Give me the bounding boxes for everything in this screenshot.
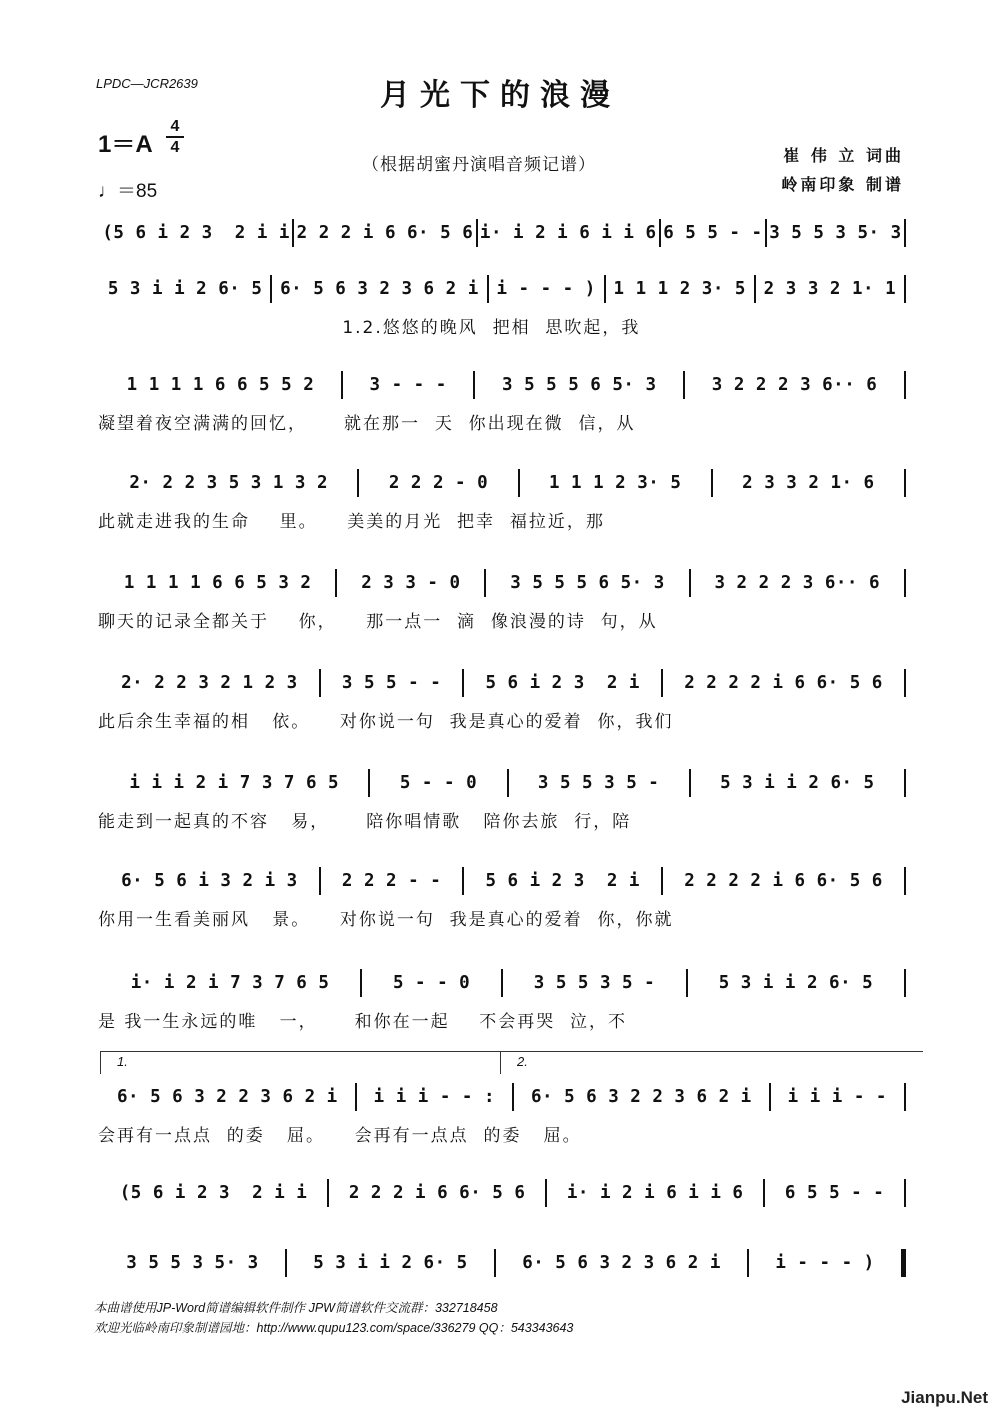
bar-line xyxy=(904,969,906,997)
measure: 6· 5 6 3 2 3 6 2 i xyxy=(522,1253,721,1273)
bar-line xyxy=(368,769,370,797)
measure: i - - - ) xyxy=(496,279,596,299)
staff-system-6 xyxy=(98,668,906,698)
bar-line xyxy=(357,469,359,497)
measure: 1 1 1 1 6 6 5 5 2 xyxy=(126,375,315,395)
measure: 2 2 2 - - xyxy=(341,871,442,891)
measure: 2 2 2 2 i 6 6· 5 6 xyxy=(684,871,883,891)
measure: 3 - - - xyxy=(369,375,447,395)
bar-line xyxy=(711,469,713,497)
measure: 1 1 1 2 3· 5 xyxy=(613,279,746,299)
measure: 5 3 i i 2 6· 5 xyxy=(718,973,874,993)
bar-line xyxy=(518,469,520,497)
measure: 5 3 i i 2 6· 5 xyxy=(313,1253,468,1273)
measure: i· i 2 i 7 3 7 6 5 xyxy=(130,973,330,993)
bar-line xyxy=(473,371,475,399)
bar-line xyxy=(661,867,663,895)
measure: 1 1 1 1 6 6 5 3 2 xyxy=(123,573,312,593)
lyric-line-4: 此就走进我的生命 里。 美美的月光 把幸 福拉近，那 xyxy=(98,512,605,532)
bar-line xyxy=(360,969,362,997)
staff-system-10 xyxy=(98,1082,906,1112)
footer-line-2: 欢迎光临岭南印象制谱园地：http://www.qupu123.com/space/336279 QQ：543343643 xyxy=(94,1321,574,1335)
measure: 6 5 5 - - xyxy=(663,223,763,243)
bar-line xyxy=(462,669,464,697)
watermark: Jianpu.Net xyxy=(901,1388,988,1407)
measure: 3 5 5 3 5 - xyxy=(537,773,660,793)
bar-line xyxy=(901,1249,906,1277)
staff-system-9 xyxy=(98,968,906,998)
meter-bottom: 4 xyxy=(170,139,180,156)
measure: 6· 5 6 i 3 2 i 3 xyxy=(121,871,298,891)
measure: 3 5 5 5 6 5· 3 xyxy=(510,573,665,593)
bar-line xyxy=(507,769,509,797)
bar-line xyxy=(689,769,691,797)
measure: 3 5 5 5 6 5· 3 xyxy=(502,375,657,395)
measure: 3 2 2 2 3 6·· 6 xyxy=(714,573,881,593)
key-signature: 1＝A xyxy=(98,131,153,158)
measure: 2 3 3 2 1· 1 xyxy=(763,279,897,299)
measure: 5 6 i 2 3 2 i xyxy=(485,871,640,891)
lyric-line-7: 能走到一起真的不容 易， 陪你唱情歌 陪你去旅 行，陪 xyxy=(98,812,632,832)
measure: i i i - - : xyxy=(373,1087,496,1107)
bar-line xyxy=(604,275,606,303)
bar-line xyxy=(904,275,906,303)
bar-line xyxy=(335,569,337,597)
bar-line xyxy=(904,371,906,399)
bar-line xyxy=(904,469,906,497)
bar-line xyxy=(462,867,464,895)
measure: i i i 2 i 7 3 7 6 5 xyxy=(129,773,340,793)
bar-line xyxy=(769,1083,771,1111)
staff-system-12 xyxy=(98,1248,906,1278)
bar-line xyxy=(494,1249,496,1277)
lyric-line-6: 此后余生幸福的相 依。 对你说一句 我是真心的爱着 你，我们 xyxy=(98,712,674,732)
bar-line xyxy=(285,1249,287,1277)
bar-line xyxy=(763,1179,765,1207)
measure: 6· 5 6 3 2 3 6 2 i xyxy=(280,279,479,299)
bar-line xyxy=(512,1083,514,1111)
bar-line xyxy=(661,669,663,697)
measure: 5 3 i i 2 6· 5 xyxy=(720,773,875,793)
measure: 3 5 5 - - xyxy=(341,673,442,693)
measure: 2 3 3 2 1· 6 xyxy=(742,473,875,493)
bar-line xyxy=(904,769,906,797)
bar-line xyxy=(689,569,691,597)
volta-first: 1. xyxy=(100,1051,511,1074)
bar-line xyxy=(319,867,321,895)
bar-line xyxy=(292,219,294,247)
meter-top: 4 xyxy=(170,118,180,135)
staff-system-5 xyxy=(98,568,906,598)
subtitle: （根据胡蜜丹演唱音频记谱） xyxy=(362,155,596,175)
measure: 2 2 2 - 0 xyxy=(388,473,489,493)
bar-line xyxy=(501,969,503,997)
lyric-line-3: 凝望着夜空满满的回忆， 就在那一 天 你出现在微 信，从 xyxy=(98,414,636,434)
measure: 5 - - 0 xyxy=(392,973,471,993)
credit-notation: 岭南印象 制谱 xyxy=(781,175,904,194)
measure: 6· 5 6 3 2 2 3 6 2 i xyxy=(530,1087,752,1107)
bar-line xyxy=(904,1179,906,1207)
bar-line xyxy=(904,669,906,697)
bar-line xyxy=(686,969,688,997)
staff-system-8 xyxy=(98,866,906,896)
measure: 2 3 3 - 0 xyxy=(361,573,461,593)
measure: 3 5 5 3 5· 3 xyxy=(769,223,902,243)
volta-second: 2. xyxy=(500,1051,923,1074)
staff-system-11 xyxy=(98,1178,906,1208)
measure: (5 6 i 2 3 2 i i xyxy=(102,223,290,243)
measure: 2 2 2 i 6 6· 5 6 xyxy=(348,1183,526,1203)
bar-line xyxy=(904,867,906,895)
measure: 5 3 i i 2 6· 5 xyxy=(107,279,263,299)
lyric-line-8: 你用一生看美丽风 景。 对你说一句 我是真心的爱着 你，你就 xyxy=(98,910,674,930)
measure: 2 2 2 i 6 6· 5 6 xyxy=(296,223,474,243)
measure: 5 - - 0 xyxy=(399,773,478,793)
bar-line xyxy=(476,219,478,247)
bar-line xyxy=(341,371,343,399)
measure: 1 1 1 2 3· 5 xyxy=(548,473,682,493)
bar-line xyxy=(765,219,767,247)
song-title: 月光下的浪漫 xyxy=(380,78,620,113)
measure: 6· 5 6 3 2 2 3 6 2 i xyxy=(116,1087,338,1107)
measure: 3 5 5 3 5· 3 xyxy=(126,1253,259,1273)
time-signature xyxy=(166,118,184,156)
bar-line xyxy=(355,1083,357,1111)
bar-line xyxy=(747,1249,749,1277)
credit-composer: 崔 伟 立 词曲 xyxy=(783,146,904,165)
measure: i i i - - xyxy=(787,1087,887,1107)
tempo-mark: ♩＝85 xyxy=(98,181,158,202)
staff-system-3 xyxy=(98,370,906,400)
bar-line xyxy=(904,1083,906,1111)
bar-line xyxy=(754,275,756,303)
measure: (5 6 i 2 3 2 i i xyxy=(119,1183,308,1203)
lyric-line-10: 会再有一点点 的委 屈。 会再有一点点 的委 屈。 xyxy=(98,1126,582,1146)
measure: 6 5 5 - - xyxy=(784,1183,885,1203)
staff-system-4 xyxy=(98,468,906,498)
bar-line xyxy=(484,569,486,597)
staff-system-1 xyxy=(98,218,906,248)
score-code: LPDC—JCR2639 xyxy=(96,76,198,91)
lyric-line-5: 聊天的记录全都关于 你， 那一点一 滴 像浪漫的诗 句，从 xyxy=(98,612,658,632)
measure: 3 5 5 3 5 - xyxy=(533,973,656,993)
bar-line xyxy=(270,275,272,303)
staff-system-7 xyxy=(98,768,906,798)
bar-line xyxy=(904,219,906,247)
lyric-line-9: 是 我一生永远的唯 一， 和你在一起 不会再哭 泣，不 xyxy=(98,1012,628,1032)
measure: i - - - ) xyxy=(775,1253,875,1273)
measure: 2· 2 2 3 2 1 2 3 xyxy=(121,673,298,693)
measure: 5 6 i 2 3 2 i xyxy=(485,673,640,693)
measure: 3 2 2 2 3 6·· 6 xyxy=(711,375,878,395)
bar-line xyxy=(327,1179,329,1207)
bar-line xyxy=(487,275,489,303)
bar-line xyxy=(545,1179,547,1207)
measure: 2 2 2 2 i 6 6· 5 6 xyxy=(684,673,883,693)
bar-line xyxy=(319,669,321,697)
measure: 2· 2 2 3 5 3 1 3 2 xyxy=(129,473,329,493)
bar-line xyxy=(659,219,661,247)
staff-system-2 xyxy=(98,274,906,304)
measure: i· i 2 i 6 i i 6 xyxy=(479,223,657,243)
measure: i· i 2 i 6 i i 6 xyxy=(566,1183,744,1203)
lyric-line-2: 1.2.悠悠的晚风 把相 思吹起，我 xyxy=(98,318,641,338)
bar-line xyxy=(904,569,906,597)
footer-line-1: 本曲谱使用JP-Word简谱编辑软件制作 JPW简谱软件交流群：332718458 xyxy=(94,1301,498,1315)
bar-line xyxy=(683,371,685,399)
